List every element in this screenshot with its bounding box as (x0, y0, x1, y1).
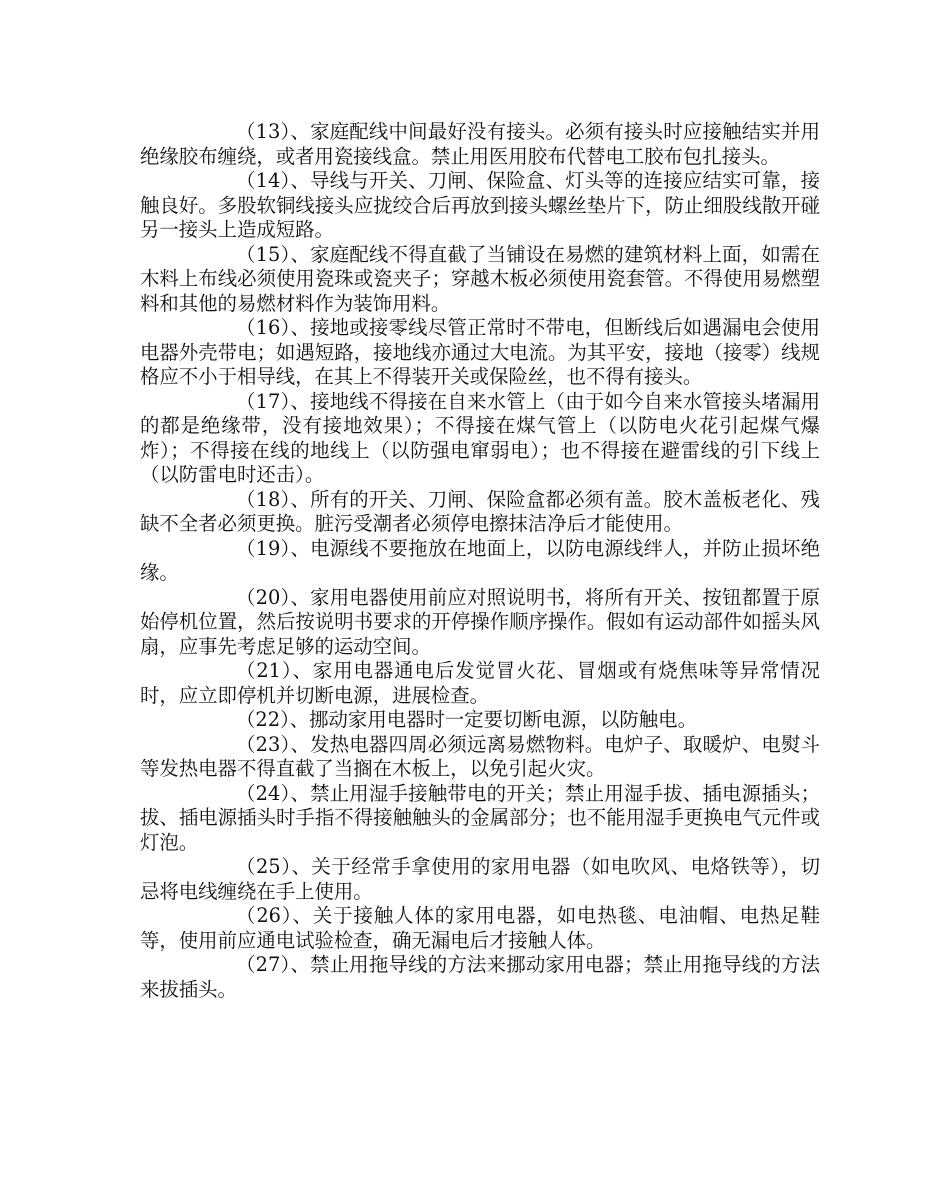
paragraph-27: （27）、禁止用拖导线的方法来挪动家用电器；禁止用拖导线的方法来拔插头。 (140, 953, 820, 1001)
paragraph-13: （13）、家庭配线中间最好没有接头。必须有接头时应接触结实并用绝缘胶布缠绕，或者用瓷接线盒。禁止用医用胶布代替电工胶布包扎接头。 (140, 120, 820, 168)
paragraph-26: （26）、关于接触人体的家用电器，如电热毯、电油帽、电热足鞋等，使用前应通电试验检查，确无漏电后才接触人体。 (140, 904, 820, 952)
paragraph-23: （23）、发热电器四周必须远离易燃物料。电炉子、取暖炉、电熨斗等发热电器不得直截了当搁在木板上，以免引起火灾。 (140, 732, 820, 780)
paragraph-16: （16）、接地或接零线尽管正常时不带电，但断线后如遇漏电会使用电器外壳带电；如遇短路，接地线亦通过大电流。为其平安，接地（接零）线规格应不小于相导线，在其上不得装开关或保险丝，也不得有接头。 (140, 316, 820, 388)
document-page (140, 120, 820, 1002)
paragraph-20: （20）、家用电器使用前应对照说明书，将所有开关、按钮都置于原始停机位置，然后按说明书要求的开停操作顺序操作。假如有运动部件如摇头风扇，应事先考虑足够的运动空间。 (140, 585, 820, 658)
paragraph-19: （19）、电源线不要拖放在地面上，以防电源线绊人，并防止损坏绝缘。 (140, 536, 820, 584)
paragraph-22: （22）、挪动家用电器时一定要切断电源，以防触电。 (236, 708, 697, 731)
paragraph-18: （18）、所有的开关、刀闸、保险盒都必须有盖。胶木盖板老化、残缺不全者必须更换。脏污受潮者必须停电擦抹洁净后才能使用。 (140, 487, 820, 535)
paragraph-14: （14）、导线与开关、刀闸、保险盒、灯头等的连接应结实可靠，接触良好。多股软铜线接头应拢绞合后再放到接头螺丝垫片下，防止细股线散开碰另一接头上造成短路。 (140, 169, 820, 241)
paragraph-25: （25）、关于经常手拿使用的家用电器（如电吹风、电烙铁等），切忌将电线缠绕在手上使用。 (140, 855, 820, 903)
paragraph-21: （21）、家用电器通电后发觉冒火花、冒烟或有烧焦味等异常情况时，应立即停机并切断电源，进展检查。 (140, 659, 820, 707)
paragraph-17: （17）、接地线不得接在自来水管上（由于如今自来水管接头堵漏用的都是绝缘带，没有接地效果）；不得接在煤气管上（以防电火花引起煤气爆炸）；不得接在线的地线上（以防强电窜弱电）；也不得接在避雷线的引下线上（以防雷电时还击）。 (140, 389, 820, 486)
paragraph-24: （24）、禁止用湿手接触带电的开关；禁止用湿手拔、插电源插头；拔、插电源插头时手指不得接触触头的金属部分；也不能用湿手更换电气元件或灯泡。 (140, 781, 820, 854)
paragraph-15: （15）、家庭配线不得直截了当铺设在易燃的建筑材料上面，如需在木料上布线必须使用瓷珠或瓷夹子；穿越木板必须使用瓷套管。不得使用易燃塑料和其他的易燃材料作为装饰用料。 (140, 242, 820, 315)
